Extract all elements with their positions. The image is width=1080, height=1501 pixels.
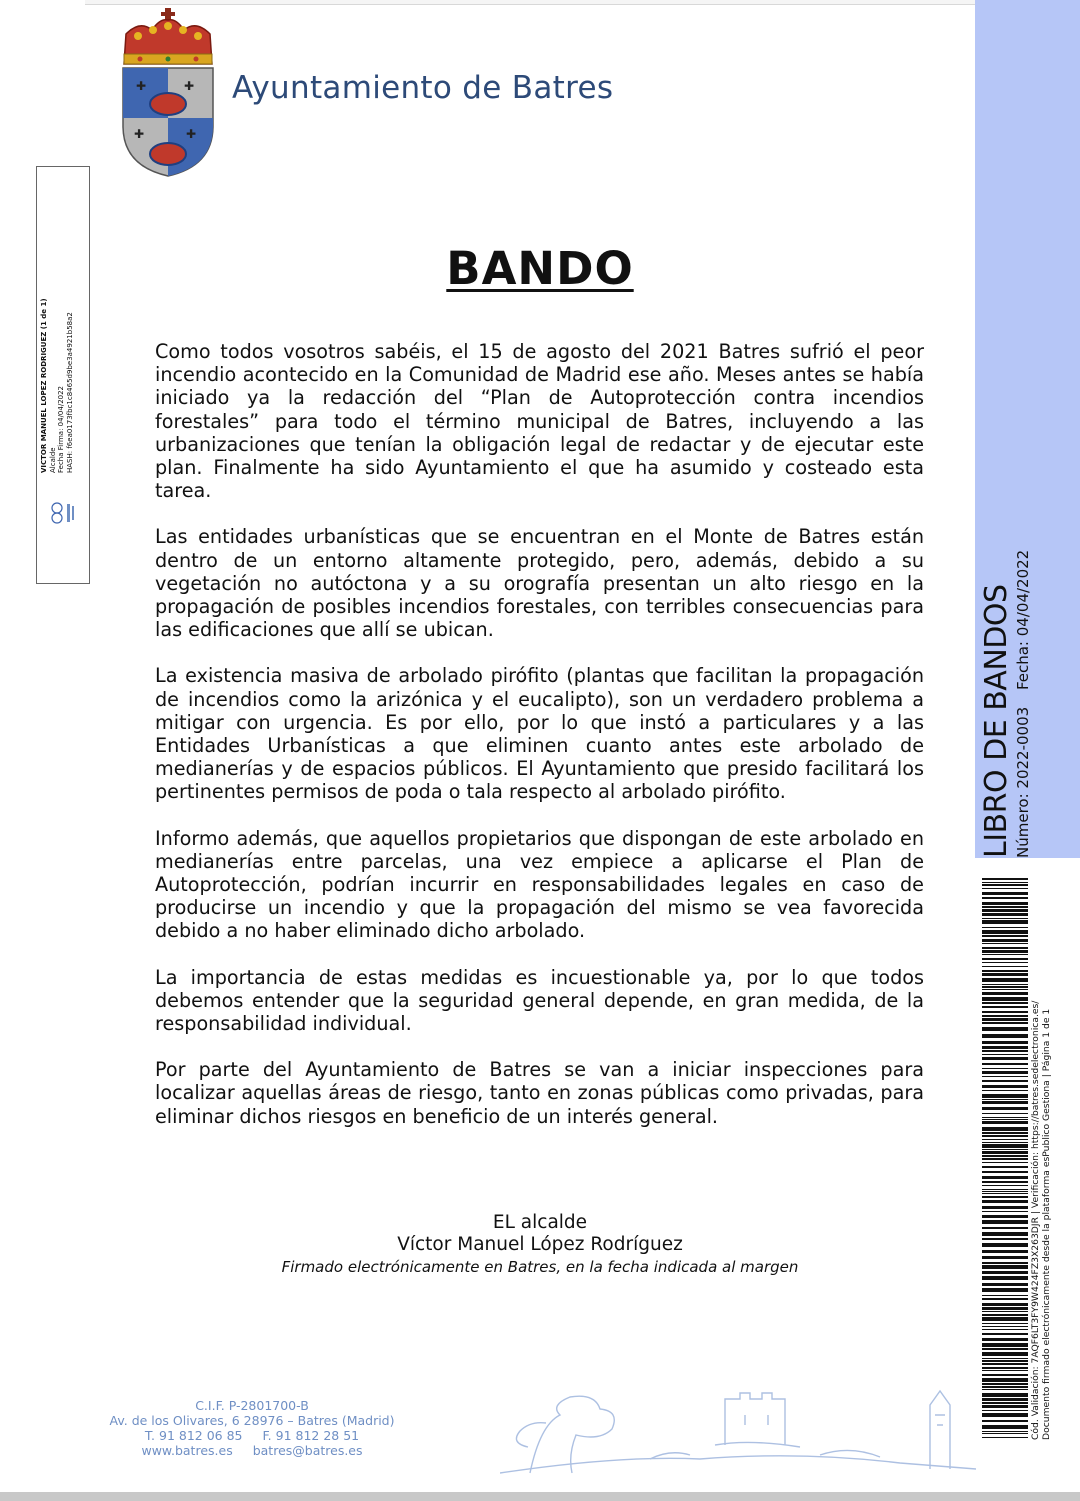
electronic-signature-stamp (36, 166, 90, 584)
footer-fax: F. 91 812 28 51 (262, 1428, 360, 1443)
coat-of-arms-icon (118, 6, 218, 178)
paragraph: Como todos vosotros sabéis, el 15 de agosto del 2021 Batres sufrió el peor incendio acontecido en la Comunidad de Madrid ese año. Meses antes se había iniciado ya la redacción del “Plan de Autoprotección contra incendios forestales” para todo el término municipal de Batres, incluyendo a las urbanizaciones que tenían la obligación legal de redactar y de ejecutar este plan. Finalmente ha sido Ayuntamiento el que ha asumido y costeado esta tarea. (155, 340, 924, 503)
registry-number: Número: 2022-0003 (1014, 706, 1032, 858)
castle-landscape-icon (500, 1385, 976, 1477)
footer-web: www.batres.es (141, 1443, 233, 1458)
document-title: BANDO (446, 242, 634, 295)
validation-info (1030, 966, 1060, 1440)
signature-name: Víctor Manuel López Rodríguez (397, 1234, 683, 1255)
registry-title: LIBRO DE BANDOS (979, 584, 1014, 858)
seal-icon (47, 501, 77, 525)
svg-text:✚: ✚ (184, 79, 195, 93)
signer-name: VICTOR MANUEL LOPEZ RODRIGUEZ (1 de 1) (40, 298, 48, 473)
paragraph: Informo además, que aquellos propietarios que dispongan de este arbolado en medianerías entre parcelas, una vez empiece a aplicarse el Plan de Autoprotección, podrían incurrir en responsabilidades legales en caso de producirse un incendio y que la propagación del mismo se vea favorecida debido a no haber eliminado dicho arbolado. (155, 826, 924, 943)
svg-text:✚: ✚ (134, 127, 145, 141)
footer-address: Av. de los Olivares, 6 28976 – Batres (Madrid) (109, 1413, 395, 1428)
registry-date: Fecha: 04/04/2022 (1014, 549, 1032, 691)
footer-phone: T. 91 812 06 85 (144, 1428, 243, 1443)
footer-contact (78, 1398, 426, 1458)
paragraph: La existencia masiva de arbolado pirófito (plantas que facilitan la propagación de incendios como la arizónica y el eucalipto), son un verdadero problema a mitigar con urgencia. Es por ello, por lo que instó a particulares y a las Entidades Urbanísticas a que eliminen cuanto antes este arbolado de medianerías y de espacios públicos. El Ayuntamiento que presido facilitará los pertinentes permisos de poda o tala respecto al arbolado pirófito. (155, 664, 924, 804)
svg-text:✚: ✚ (136, 79, 147, 93)
validation-code-line: Cód. Validación: 7AQF6LT3FY9W424FZ3X263DJR | Verificación: https://batres.sedelectronica.es/ (1030, 1000, 1041, 1440)
registry-stamp (979, 549, 1040, 860)
signature-role: EL alcalde (492, 1212, 588, 1233)
signature-hash: HASH: f6ea0173fbc1c8465d9be3a4921b58a2 (65, 312, 74, 473)
organization-name: Ayuntamiento de Batres (232, 70, 614, 106)
paragraph: Por parte del Ayuntamiento de Batres se van a iniciar inspecciones para localizar aquellas áreas de riesgo, tanto en zonas públicas como privadas, para eliminar dichos riesgos en beneficio de un interés general. (155, 1058, 924, 1128)
footer-email: batres@batres.es (252, 1443, 363, 1458)
barcode-icon (982, 878, 1028, 1438)
signature-block (0, 1212, 1080, 1277)
validation-platform-line: Documento firmado electrónicamente desde la plataforma esPublico Gestiona | Página 1 de 1 (1041, 1008, 1052, 1440)
svg-text:✚: ✚ (186, 127, 197, 141)
paragraph: La importancia de estas medidas es incuestionable ya, por lo que todos debemos entender que la seguridad general depende, en gran medida, de la responsabilidad individual. (155, 965, 924, 1036)
footer-cif: C.I.F. P-2801700-B (195, 1398, 309, 1413)
page-top-edge (85, 0, 995, 5)
signature-note: Firmado electrónicamente en Batres, en la fecha indicada al margen (281, 1258, 799, 1276)
page-bottom-edge (0, 1492, 1080, 1501)
document-body (155, 340, 924, 1151)
paragraph: Las entidades urbanísticas que se encuentran en el Monte de Batres están dentro de un entorno altamente protegido, pero, además, debido a su vegetación no autóctona y a su orografía presentan un alto riesgo en la propagación de posibles incendios forestales, con terribles consecuencias para las edificaciones que allí se ubican. (155, 525, 924, 642)
signature-date: Fecha Firma: 04/04/2022 (57, 385, 65, 473)
signer-role: Alcalde (48, 447, 57, 473)
